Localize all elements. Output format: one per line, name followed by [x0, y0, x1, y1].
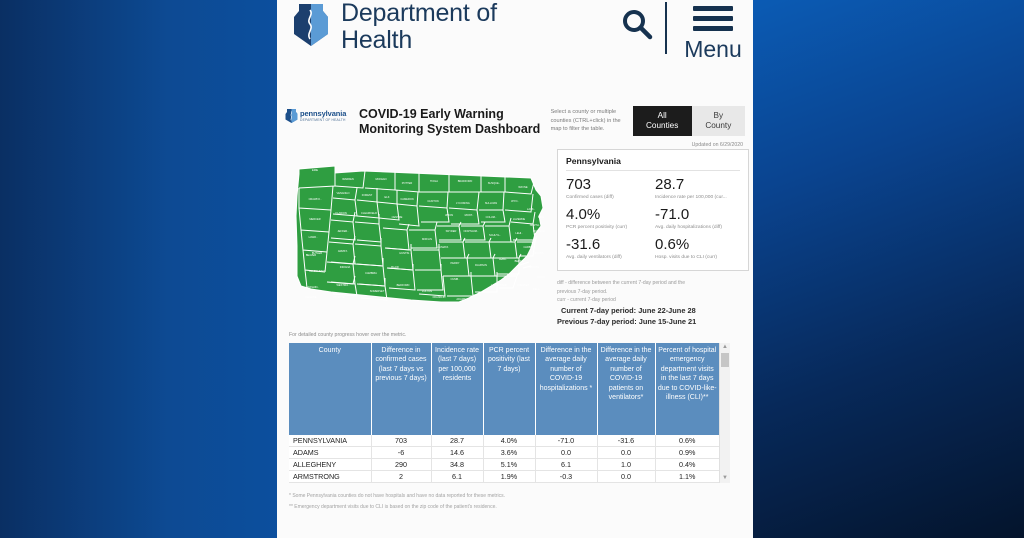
county-metrics-table: [289, 343, 719, 483]
cell-vent: 1.0: [597, 458, 655, 470]
svg-text:LEHI..: LEHI..: [515, 232, 523, 235]
cell-vent: 0.0: [597, 446, 655, 458]
svg-text:SCHUYL..: SCHUYL..: [489, 234, 501, 237]
content-panel: [277, 0, 753, 538]
svg-text:FOREST: FOREST: [361, 194, 373, 197]
map-and-metrics-row: [285, 156, 745, 327]
view-toggle-row: [633, 106, 745, 136]
svg-text:VENANGO: VENANGO: [336, 192, 350, 195]
cell-hosp: 0.0: [535, 446, 597, 458]
agency-logo-text: [300, 110, 346, 123]
svg-text:BEDFORD: BEDFORD: [396, 284, 410, 287]
agency-logo-name: pennsylvania: [300, 108, 347, 118]
search-button[interactable]: [615, 2, 659, 46]
svg-text:MONTG..: MONTG..: [529, 266, 541, 269]
table-header: [289, 343, 719, 435]
svg-text:CARBON: CARBON: [523, 246, 535, 249]
svg-text:TIOGA: TIOGA: [429, 180, 439, 183]
cell-incidence: 6.1: [431, 470, 483, 482]
svg-text:ARMST..: ARMST..: [337, 250, 349, 253]
cell-county: ALLEGHENY: [289, 458, 371, 470]
header-actions: [615, 0, 745, 61]
svg-text:FAYETTE: FAYETTE: [333, 296, 345, 299]
hamburger-menu-icon: [693, 6, 733, 36]
svg-text:UNION: UNION: [444, 214, 454, 217]
svg-text:LEBA..: LEBA..: [498, 258, 508, 261]
map-select-instructions: Select a county or multiple counties (CTRL+click) in the map to filter the table.: [550, 109, 621, 133]
metrics-column: [557, 156, 752, 327]
dashboard-title-line2: Monitoring System Dashboard: [359, 122, 541, 136]
svg-text:NORTH..: NORTH..: [529, 224, 541, 227]
metric-label: PCR percent positivity (curr): [566, 225, 628, 230]
table-vertical-scrollbar[interactable]: [719, 343, 730, 483]
cell-incidence: 14.6: [431, 446, 483, 458]
svg-text:POTTER: POTTER: [401, 182, 413, 185]
metric-value: 4.0%: [566, 206, 601, 223]
metric-value: 0.6%: [655, 236, 690, 253]
definition-curr-line: curr - current 7-day period: [557, 297, 616, 303]
previous-period-label: Previous 7-day period: June 15-June 21: [557, 316, 697, 326]
svg-text:CRAWFO..: CRAWFO..: [308, 198, 322, 201]
metric-daily-ventilators[interactable]: [566, 234, 651, 262]
table-row[interactable]: [289, 458, 719, 470]
dashboard-title-line1: COVID-19 Early Warning: [359, 107, 504, 121]
svg-text:FULTON: FULTON: [421, 290, 433, 293]
col-difference-ventilators[interactable]: Difference in the average daily number of COVID-19 patients on ventilators*: [597, 343, 655, 435]
svg-text:JUNIATA: JUNIATA: [437, 246, 449, 249]
svg-text:LACK..: LACK..: [526, 208, 536, 211]
svg-text:BUCKS: BUCKS: [534, 252, 544, 255]
svg-text:CLEARFIELD: CLEARFIELD: [361, 212, 377, 215]
agency-logo-subtitle: DEPARTMENT OF HEALTH: [300, 117, 346, 122]
metric-daily-hospitalizations[interactable]: [655, 204, 740, 232]
dashboard-title: [359, 106, 541, 137]
svg-text:INDIANA: INDIANA: [339, 266, 351, 269]
cell-pcr: 1.9%: [483, 470, 535, 482]
dept-title-line2: Health: [341, 26, 413, 54]
svg-text:MERCER: MERCER: [309, 218, 321, 221]
metric-value: -31.6: [566, 236, 601, 253]
cell-vent: -31.6: [597, 435, 655, 447]
svg-text:WAYNE: WAYNE: [518, 186, 528, 189]
svg-text:SULLIVAN: SULLIVAN: [484, 202, 498, 205]
metric-value: 703: [566, 176, 592, 193]
pa-map-shape: [296, 166, 545, 302]
cell-hosp: -0.3: [535, 470, 597, 482]
svg-text:SOMERSET: SOMERSET: [369, 290, 385, 293]
svg-text:MONROE: MONROE: [533, 230, 545, 233]
metric-confirmed-cases[interactable]: [566, 174, 651, 202]
cell-diff-cases: -6: [371, 446, 431, 458]
svg-text:BRADFORD: BRADFORD: [457, 180, 473, 183]
col-pcr-percent-positivity[interactable]: PCR percent positivity (last 7 days): [483, 343, 535, 435]
svg-text:ERIE: ERIE: [311, 169, 319, 172]
scrollbar-thumb[interactable]: [721, 353, 729, 367]
svg-text:CAMERON: CAMERON: [400, 198, 414, 201]
pa-keystone-small-icon: [285, 108, 298, 124]
svg-text:JEFFER..: JEFFER..: [337, 230, 349, 233]
svg-text:LAWR..: LAWR..: [308, 236, 318, 239]
svg-text:MCKEAN: MCKEAN: [375, 178, 387, 181]
footnotes: [289, 491, 745, 513]
svg-text:CLINTON: CLINTON: [427, 200, 439, 203]
metrics-region-title: Pennsylvania: [566, 156, 740, 171]
svg-text:WESTMO..: WESTMO..: [336, 284, 350, 287]
cell-hosp: 6.1: [535, 458, 597, 470]
updated-on-label: Updated on 6/29/2020: [691, 142, 743, 148]
current-period-label: Current 7-day period: June 22-June 28: [561, 305, 696, 315]
cell-cli: 0.6%: [655, 435, 719, 447]
cell-county: ADAMS: [289, 446, 371, 458]
menu-button[interactable]: [681, 2, 745, 61]
metric-label: Hosp. visits due to CLI (curr): [655, 255, 717, 260]
covid-dashboard: [285, 106, 745, 538]
svg-text:GREENE: GREENE: [305, 296, 317, 299]
view-toggle-group: [633, 106, 745, 148]
col-incidence-rate[interactable]: Incidence rate (last 7 days) per 100,000 residents: [431, 343, 483, 435]
svg-text:MONT..: MONT..: [464, 214, 474, 217]
metric-label: Confirmed cases (diff): [566, 195, 614, 200]
table-row[interactable]: [289, 470, 719, 482]
svg-text:CUMB..: CUMB..: [450, 278, 460, 281]
county-metrics-table-zone: [289, 343, 737, 483]
all-counties-button[interactable]: All Counties: [633, 106, 692, 136]
metric-value: 28.7: [655, 176, 685, 193]
search-icon: [620, 7, 654, 41]
svg-text:SNYDER: SNYDER: [445, 230, 457, 233]
col-county[interactable]: County: [289, 343, 371, 435]
cell-county: PENNSYLVANIA: [289, 435, 371, 447]
pennsylvania-agency-logo: [285, 106, 355, 124]
cell-incidence: 34.8: [431, 458, 483, 470]
svg-text:NORTHUM..: NORTHUM..: [463, 230, 479, 233]
metric-pcr-positivity[interactable]: [566, 204, 651, 232]
footnote-two: ** Emergency department visits due to CLI is based on the zip code of the patient's residence.: [289, 503, 497, 510]
svg-text:COLUM..: COLUM..: [485, 216, 497, 219]
cell-pcr: 4.0%: [483, 435, 535, 447]
scroll-down-arrow-icon[interactable]: ▼: [722, 474, 728, 481]
svg-text:BLAIR: BLAIR: [391, 266, 399, 269]
svg-text:CAMBRIA: CAMBRIA: [365, 272, 377, 275]
svg-text:FRANKLIN: FRANKLIN: [432, 296, 446, 299]
svg-text:LUZERNE: LUZERNE: [512, 218, 526, 221]
svg-text:DELA..: DELA..: [532, 288, 542, 291]
svg-text:BUTLER: BUTLER: [311, 252, 323, 255]
metric-label: Avg. daily ventilators (diff): [566, 255, 622, 260]
svg-text:ADAMS: ADAMS: [456, 298, 466, 301]
menu-label: Menu: [684, 36, 742, 62]
cell-pcr: 5.1%: [483, 458, 535, 470]
svg-text:WYO..: WYO..: [511, 200, 519, 203]
background-right-gradient: [752, 0, 1024, 538]
svg-text:BERKS: BERKS: [514, 260, 524, 263]
svg-text:PERRY: PERRY: [450, 262, 460, 265]
page-title: [341, 0, 497, 54]
svg-text:CENTRE: CENTRE: [391, 216, 403, 219]
cell-diff-cases: 2: [371, 470, 431, 482]
col-difference-confirmed-cases[interactable]: Difference in confirmed cases (last 7 days vs previous 7 days): [371, 343, 431, 435]
table-header-row: [289, 343, 719, 435]
svg-text:WASHIN..: WASHIN..: [307, 286, 319, 289]
cell-cli: 0.9%: [655, 446, 719, 458]
metrics-grid: [566, 174, 740, 262]
metric-label: Incidence rate per 100,000 (cur...: [655, 195, 727, 200]
cell-county: ARMSTRONG: [289, 470, 371, 482]
metric-label: Avg. daily hospitalizations (diff): [655, 225, 722, 230]
pa-keystone-logo-icon[interactable]: [293, 2, 329, 48]
definition-diff-line2: previous 7-day period.: [557, 288, 608, 295]
by-county-button[interactable]: By County: [692, 106, 745, 136]
statewide-metrics-box: [557, 149, 749, 271]
svg-text:CHESTER: CHESTER: [516, 284, 530, 287]
svg-text:DAUPHIN: DAUPHIN: [475, 264, 487, 267]
header-divider: [665, 2, 667, 54]
site-header: [277, 0, 753, 68]
cell-incidence: 28.7: [431, 435, 483, 447]
pa-map-svg: [291, 156, 549, 304]
svg-text:MIFFLIN: MIFFLIN: [421, 238, 433, 241]
svg-text:CLARION: CLARION: [335, 212, 347, 215]
table-body: [289, 435, 719, 483]
table-row[interactable]: [289, 446, 719, 458]
definitions-block: [557, 279, 752, 327]
svg-text:LYCOMING: LYCOMING: [456, 202, 470, 205]
metric-value: -71.0: [655, 206, 690, 223]
dashboard-header-row: [285, 106, 745, 152]
cell-cli: 1.1%: [655, 470, 719, 482]
table-row[interactable]: [289, 435, 719, 447]
cell-diff-cases: 703: [371, 435, 431, 447]
metric-incidence-rate[interactable]: [655, 174, 740, 202]
cell-hosp: -71.0: [535, 435, 597, 447]
definition-diff-line1: diff - difference between the current 7-day period and the: [557, 280, 686, 286]
svg-text:BEAVER: BEAVER: [305, 254, 317, 257]
cell-diff-cases: 290: [371, 458, 431, 470]
hover-hint-note: For detailed county progress hover over the metric.: [289, 331, 407, 338]
svg-text:ELK: ELK: [384, 196, 390, 199]
svg-text:PIKE: PIKE: [538, 216, 544, 219]
dept-title-line1: Department of: [341, 0, 497, 27]
svg-text:YORK: YORK: [473, 294, 481, 297]
scroll-up-arrow-icon[interactable]: ▲: [722, 343, 728, 350]
pennsylvania-county-map[interactable]: [291, 156, 549, 304]
cell-pcr: 3.6%: [483, 446, 535, 458]
svg-text:WARREN: WARREN: [342, 178, 354, 181]
cell-cli: 0.4%: [655, 458, 719, 470]
footnote-one: * Some Pennsylvania counties do not have hospitals and have no data reported for these metrics.: [289, 492, 505, 499]
cell-vent: 0.0: [597, 470, 655, 482]
metric-cli-visits[interactable]: [655, 234, 740, 262]
svg-text:HUNTIN..: HUNTIN..: [399, 252, 411, 255]
svg-text:LANCASTER: LANCASTER: [491, 284, 507, 287]
background-left-gradient: [0, 0, 280, 538]
svg-text:ALLEGHENY: ALLEGHENY: [309, 270, 325, 273]
col-percent-ed-visits-cli[interactable]: Percent of hospital emergency department visits in the last 7 days due to COVID-like-illness (CLI)**: [655, 343, 719, 435]
col-difference-hospitalizations[interactable]: Difference in the average daily number of COVID-19 hospitalizations *: [535, 343, 597, 435]
svg-text:SUSQUE..: SUSQUE..: [487, 182, 501, 185]
svg-text:PHILA: PHILA: [537, 276, 545, 279]
